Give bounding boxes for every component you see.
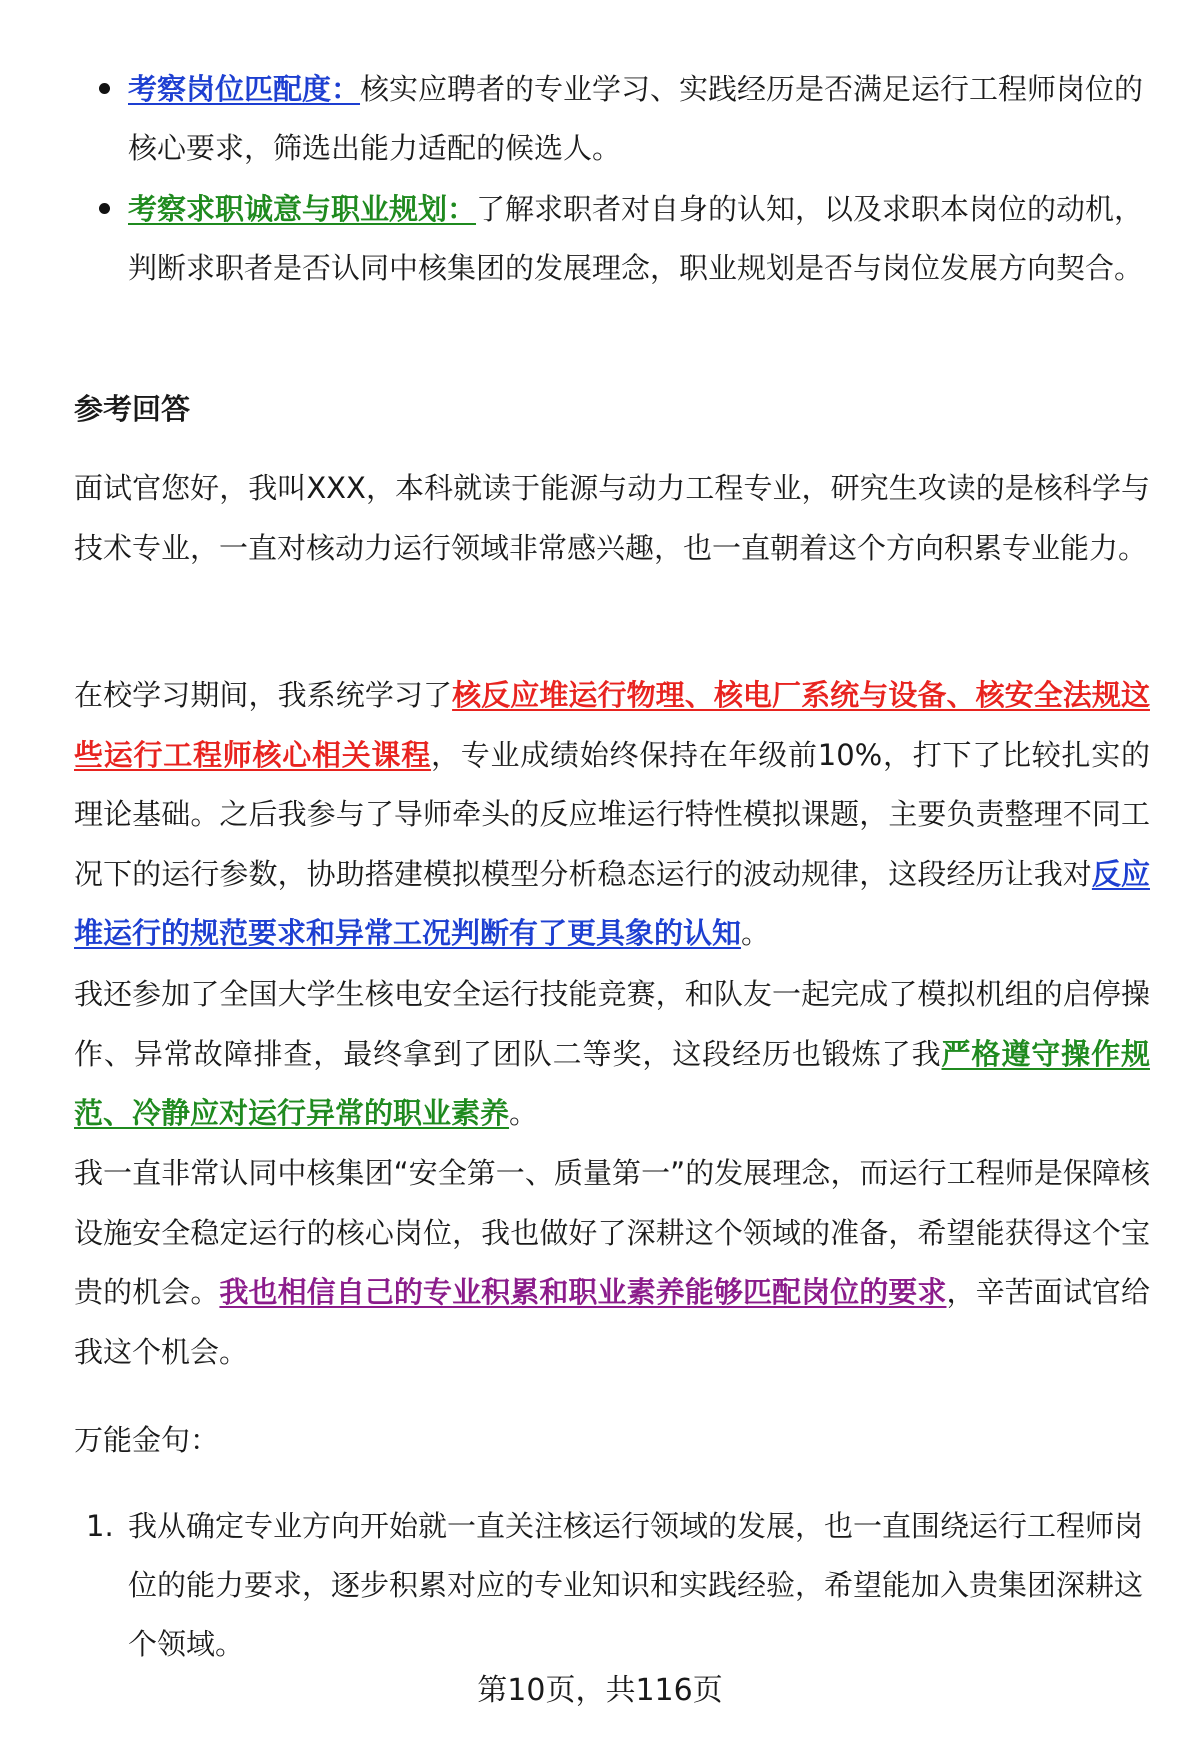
competition-highlight: 严格遵守操作规范、冷静应对运行异常的职业素养 — [74, 1036, 1150, 1130]
criteria-item-motivation — [128, 180, 1148, 298]
golden-sentences-list — [86, 1497, 1148, 1674]
study-text-before: 在校学习期间，我系统学习了 — [74, 678, 453, 712]
competition-text-after: 。 — [509, 1096, 539, 1130]
answer-paragraph-closing — [74, 1144, 1150, 1382]
answer-paragraph-intro: 面试官您好，我叫XXX，本科就读于能源与动力工程专业，研究生攻读的是核科学与技术专业，一直对核动力运行领域非常感兴趣，也一直朝着这个方向积累专业能力。 — [74, 471, 1150, 565]
criteria-label-match: 考察岗位匹配度： — [128, 72, 361, 106]
closing-highlight: 我也相信自己的专业积累和职业素养能够匹配岗位的要求 — [219, 1275, 947, 1309]
study-highlight-cognition: 反应堆运行的规范要求和异常工况判断有了更具象的认知 — [74, 856, 1150, 950]
answer-paragraph-competition — [74, 965, 1150, 1144]
study-text-middle: ，专业成绩始终保持在年级前10%，打下了比较扎实的理论基础。之后我参与了导师牵头的反应堆运行特性模拟课题，主要负责整理不同工况下的运行参数，协助搭建模拟模型分析稳态运行的波动规律，这段经历让我对 — [74, 737, 1150, 891]
competition-text-before: 我还参加了全国大学生核电安全运行技能竞赛，和队友一起完成了模拟机组的启停操作、异常故障排查，最终拿到了团队二等奖，这段经历也锻炼了我 — [74, 977, 1150, 1071]
golden-sentence-text: 我从确定专业方向开始就一直关注核运行领域的发展，也一直围绕运行工程师岗位的能力要求，逐步积累对应的专业知识和实践经验，希望能加入贵集团深耕这个领域。 — [128, 1509, 1144, 1661]
closing-text-after: ，辛苦面试官给我这个机会。 — [74, 1275, 1150, 1369]
criteria-list — [128, 60, 1148, 300]
golden-sentence-number: 1. — [86, 1509, 114, 1543]
answer-paragraph-study — [74, 666, 1150, 964]
golden-sentences-label: 万能金句： — [74, 1423, 220, 1457]
page-number: 第10页，共116页 — [477, 1673, 723, 1708]
closing-text-before: 我一直非常认同中核集团“安全第一、质量第一”的发展理念，而运行工程师是保障核设施安全稳定运行的核心岗位，我也做好了深耕这个领域的准备，希望能获得这个宝贵的机会。 — [74, 1156, 1150, 1309]
golden-sentence-item — [86, 1497, 1148, 1674]
criteria-text-match: 核实应聘者的专业学习、实践经历是否满足运行工程师岗位的核心要求，筛选出能力适配的候选人。 — [128, 72, 1144, 165]
study-text-after: 。 — [741, 916, 771, 950]
criteria-text-motivation: 了解求职者对自身的认知，以及求职本岗位的动机，判断求职者是否认同中核集团的发展理念，职业规划是否与岗位发展方向契合。 — [128, 192, 1144, 285]
criteria-item-match — [128, 60, 1148, 178]
reference-heading: 参考回答 — [74, 392, 191, 426]
study-highlight-courses: 核反应堆运行物理、核电厂系统与设备、核安全法规这些运行工程师核心相关课程 — [74, 678, 1150, 772]
criteria-label-motivation: 考察求职诚意与职业规划： — [128, 192, 477, 226]
